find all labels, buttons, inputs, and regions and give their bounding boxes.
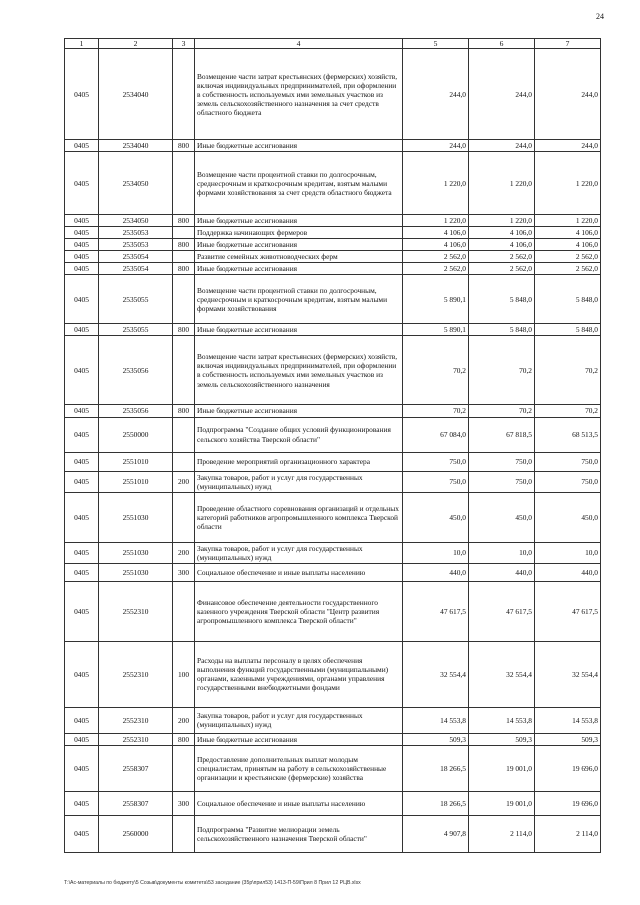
- amount-year-3-cell: 4 106,0: [535, 239, 601, 251]
- budget-table: [64, 38, 601, 853]
- amount-year-3-cell: 1 220,0: [535, 215, 601, 227]
- amount-year-1-cell: 10,0: [403, 542, 469, 563]
- description-cell: Иные бюджетные ассигнования: [195, 215, 403, 227]
- amount-year-3-cell: 450,0: [535, 492, 601, 542]
- expense-type-cell: [173, 49, 195, 140]
- section-code-cell: 0405: [65, 563, 99, 581]
- table-row: [65, 815, 601, 852]
- amount-year-2-cell: 450,0: [469, 492, 535, 542]
- amount-year-3-cell: 509,3: [535, 733, 601, 745]
- table-row: [65, 251, 601, 263]
- amount-year-3-cell: 244,0: [535, 49, 601, 140]
- amount-year-1-cell: 70,2: [403, 336, 469, 405]
- amount-year-1-cell: 18 266,5: [403, 791, 469, 815]
- section-code-cell: 0405: [65, 471, 99, 492]
- description-cell: Возмещение части затрат крестьянских (фермерских) хозяйств, включая индивидуальных предпринимателей, при оформлении в собственность используемых ими земельных участков из земель сельскохозяйственного назначения: [195, 336, 403, 405]
- amount-year-2-cell: 244,0: [469, 140, 535, 152]
- section-code-cell: 0405: [65, 251, 99, 263]
- amount-year-1-cell: 750,0: [403, 471, 469, 492]
- expense-type-cell: 800: [173, 140, 195, 152]
- section-code-cell: 0405: [65, 492, 99, 542]
- amount-year-1-cell: 18 266,5: [403, 745, 469, 791]
- amount-year-2-cell: 244,0: [469, 49, 535, 140]
- expense-type-cell: [173, 745, 195, 791]
- target-article-cell: 2552310: [99, 707, 173, 733]
- amount-year-2-cell: 2 562,0: [469, 263, 535, 275]
- table-row: [65, 263, 601, 275]
- amount-year-2-cell: 440,0: [469, 563, 535, 581]
- expense-type-cell: 100: [173, 641, 195, 707]
- table-row: [65, 227, 601, 239]
- amount-year-1-cell: 4 106,0: [403, 227, 469, 239]
- amount-year-1-cell: 1 220,0: [403, 152, 469, 215]
- target-article-cell: 2558307: [99, 791, 173, 815]
- header-col-2: 2: [99, 39, 173, 49]
- table-body: [65, 49, 601, 852]
- table-row: [65, 152, 601, 215]
- amount-year-3-cell: 19 696,0: [535, 745, 601, 791]
- section-code-cell: 0405: [65, 581, 99, 641]
- header-col-5: 5: [403, 39, 469, 49]
- expense-type-cell: 800: [173, 239, 195, 251]
- section-code-cell: 0405: [65, 417, 99, 452]
- amount-year-1-cell: 509,3: [403, 733, 469, 745]
- target-article-cell: 2550000: [99, 417, 173, 452]
- target-article-cell: 2535055: [99, 275, 173, 324]
- description-cell: Закупка товаров, работ и услуг для государственных (муниципальных) нужд: [195, 542, 403, 563]
- expense-type-cell: [173, 336, 195, 405]
- expense-type-cell: 800: [173, 405, 195, 417]
- amount-year-3-cell: 5 848,0: [535, 275, 601, 324]
- target-article-cell: 2551030: [99, 563, 173, 581]
- description-cell: Проведение областного соревнования организаций и отдельных категорий работников агропромышленного комплекса Тверской области: [195, 492, 403, 542]
- target-article-cell: 2551010: [99, 471, 173, 492]
- header-col-3: 3: [173, 39, 195, 49]
- expense-type-cell: [173, 152, 195, 215]
- amount-year-2-cell: 4 106,0: [469, 227, 535, 239]
- target-article-cell: 2534040: [99, 140, 173, 152]
- description-cell: Подпрограмма "Развитие мелиорации земель сельскохозяйственного назначения Тверской области": [195, 815, 403, 852]
- table-row: [65, 239, 601, 251]
- description-cell: Иные бюджетные ассигнования: [195, 733, 403, 745]
- amount-year-2-cell: 67 818,5: [469, 417, 535, 452]
- description-cell: Иные бюджетные ассигнования: [195, 324, 403, 336]
- table-row: [65, 492, 601, 542]
- table-row: [65, 542, 601, 563]
- section-code-cell: 0405: [65, 707, 99, 733]
- description-cell: Поддержка начинающих фермеров: [195, 227, 403, 239]
- amount-year-3-cell: 19 696,0: [535, 791, 601, 815]
- amount-year-2-cell: 1 220,0: [469, 215, 535, 227]
- amount-year-2-cell: 70,2: [469, 336, 535, 405]
- amount-year-3-cell: 750,0: [535, 471, 601, 492]
- expense-type-cell: [173, 452, 195, 471]
- expense-type-cell: [173, 492, 195, 542]
- description-cell: Возмещение части процентной ставки по долгосрочным, среднесрочным и краткосрочным кредитам, взятым малыми формами хозяйствования за счет средств областного бюджета: [195, 152, 403, 215]
- target-article-cell: 2558307: [99, 745, 173, 791]
- expense-type-cell: [173, 581, 195, 641]
- amount-year-1-cell: 14 553,8: [403, 707, 469, 733]
- description-cell: Закупка товаров, работ и услуг для государственных (муниципальных) нужд: [195, 471, 403, 492]
- section-code-cell: 0405: [65, 336, 99, 405]
- amount-year-1-cell: 47 617,5: [403, 581, 469, 641]
- amount-year-3-cell: 70,2: [535, 405, 601, 417]
- target-article-cell: 2552310: [99, 733, 173, 745]
- amount-year-3-cell: 2 114,0: [535, 815, 601, 852]
- header-col-6: 6: [469, 39, 535, 49]
- expense-type-cell: 300: [173, 791, 195, 815]
- amount-year-1-cell: 450,0: [403, 492, 469, 542]
- amount-year-1-cell: 5 890,1: [403, 324, 469, 336]
- amount-year-2-cell: 14 553,8: [469, 707, 535, 733]
- amount-year-3-cell: 68 513,5: [535, 417, 601, 452]
- amount-year-3-cell: 47 617,5: [535, 581, 601, 641]
- table-row: [65, 581, 601, 641]
- amount-year-1-cell: 2 562,0: [403, 263, 469, 275]
- amount-year-2-cell: 4 106,0: [469, 239, 535, 251]
- description-cell: Иные бюджетные ассигнования: [195, 405, 403, 417]
- target-article-cell: 2535055: [99, 324, 173, 336]
- amount-year-1-cell: 1 220,0: [403, 215, 469, 227]
- section-code-cell: 0405: [65, 542, 99, 563]
- target-article-cell: 2560000: [99, 815, 173, 852]
- amount-year-2-cell: 509,3: [469, 733, 535, 745]
- expense-type-cell: 200: [173, 471, 195, 492]
- expense-type-cell: 800: [173, 324, 195, 336]
- amount-year-2-cell: 5 848,0: [469, 275, 535, 324]
- table-row: [65, 791, 601, 815]
- description-cell: Возмещение части процентной ставки по долгосрочным, среднесрочным и краткосрочным кредитам, взятым малыми формами хозяйствования: [195, 275, 403, 324]
- amount-year-2-cell: 32 554,4: [469, 641, 535, 707]
- target-article-cell: 2534050: [99, 152, 173, 215]
- expense-type-cell: 800: [173, 733, 195, 745]
- section-code-cell: 0405: [65, 263, 99, 275]
- page-number: 24: [596, 12, 604, 21]
- amount-year-1-cell: 750,0: [403, 452, 469, 471]
- target-article-cell: 2535056: [99, 405, 173, 417]
- target-article-cell: 2535053: [99, 227, 173, 239]
- description-cell: Иные бюджетные ассигнования: [195, 263, 403, 275]
- target-article-cell: 2551010: [99, 452, 173, 471]
- amount-year-3-cell: 244,0: [535, 140, 601, 152]
- amount-year-2-cell: 5 848,0: [469, 324, 535, 336]
- amount-year-1-cell: 2 562,0: [403, 251, 469, 263]
- table-row: [65, 745, 601, 791]
- target-article-cell: 2535054: [99, 263, 173, 275]
- section-code-cell: 0405: [65, 215, 99, 227]
- expense-type-cell: [173, 275, 195, 324]
- amount-year-1-cell: 244,0: [403, 140, 469, 152]
- section-code-cell: 0405: [65, 324, 99, 336]
- header-col-7: 7: [535, 39, 601, 49]
- table-row: [65, 140, 601, 152]
- table-row: [65, 405, 601, 417]
- section-code-cell: 0405: [65, 239, 99, 251]
- table-row: [65, 641, 601, 707]
- amount-year-3-cell: 5 848,0: [535, 324, 601, 336]
- description-cell: Закупка товаров, работ и услуг для государственных (муниципальных) нужд: [195, 707, 403, 733]
- description-cell: Финансовое обеспечение деятельности государственного казенного учреждения Тверской области "Центр развития агропромышленного комплекса Тверской области": [195, 581, 403, 641]
- section-code-cell: 0405: [65, 641, 99, 707]
- target-article-cell: 2535056: [99, 336, 173, 405]
- table-row: [65, 336, 601, 405]
- amount-year-2-cell: 10,0: [469, 542, 535, 563]
- amount-year-2-cell: 19 001,0: [469, 745, 535, 791]
- amount-year-2-cell: 750,0: [469, 452, 535, 471]
- amount-year-3-cell: 2 562,0: [535, 263, 601, 275]
- section-code-cell: 0405: [65, 140, 99, 152]
- amount-year-2-cell: 2 114,0: [469, 815, 535, 852]
- table-row: [65, 215, 601, 227]
- target-article-cell: 2534050: [99, 215, 173, 227]
- amount-year-3-cell: 2 562,0: [535, 251, 601, 263]
- expense-type-cell: 800: [173, 263, 195, 275]
- expense-type-cell: 300: [173, 563, 195, 581]
- expense-type-cell: [173, 251, 195, 263]
- expense-type-cell: [173, 417, 195, 452]
- amount-year-3-cell: 14 553,8: [535, 707, 601, 733]
- section-code-cell: 0405: [65, 733, 99, 745]
- table-row: [65, 471, 601, 492]
- amount-year-1-cell: 5 890,1: [403, 275, 469, 324]
- table-header-row: [65, 39, 601, 49]
- table-row: [65, 417, 601, 452]
- description-cell: Иные бюджетные ассигнования: [195, 140, 403, 152]
- amount-year-1-cell: 67 084,0: [403, 417, 469, 452]
- table-row: [65, 324, 601, 336]
- amount-year-1-cell: 440,0: [403, 563, 469, 581]
- expense-type-cell: 800: [173, 215, 195, 227]
- section-code-cell: 0405: [65, 49, 99, 140]
- target-article-cell: 2535054: [99, 251, 173, 263]
- expense-type-cell: 200: [173, 542, 195, 563]
- section-code-cell: 0405: [65, 745, 99, 791]
- description-cell: Развитие семейных животноводческих ферм: [195, 251, 403, 263]
- amount-year-3-cell: 10,0: [535, 542, 601, 563]
- target-article-cell: 2535053: [99, 239, 173, 251]
- amount-year-1-cell: 244,0: [403, 49, 469, 140]
- target-article-cell: 2551030: [99, 492, 173, 542]
- expense-type-cell: [173, 815, 195, 852]
- table-row: [65, 275, 601, 324]
- amount-year-3-cell: 750,0: [535, 452, 601, 471]
- table-row: [65, 563, 601, 581]
- description-cell: Иные бюджетные ассигнования: [195, 239, 403, 251]
- expense-type-cell: 200: [173, 707, 195, 733]
- amount-year-3-cell: 1 220,0: [535, 152, 601, 215]
- description-cell: Предоставление дополнительных выплат молодым специалистам, принятым на работу в сельскохозяйственные организации и крестьянские (фермерские) хозяйства: [195, 745, 403, 791]
- file-path-footer: Т:\Ас-материалы по бюджету\5 Созыв\документы комитета\53 заседание (35р\прил53) 1413-П-59\Прил 8 Прил 12 РЦВ.xlsx: [64, 880, 361, 886]
- amount-year-2-cell: 70,2: [469, 405, 535, 417]
- expense-type-cell: [173, 227, 195, 239]
- amount-year-2-cell: 750,0: [469, 471, 535, 492]
- amount-year-3-cell: 70,2: [535, 336, 601, 405]
- amount-year-3-cell: 4 106,0: [535, 227, 601, 239]
- description-cell: Подпрограмма "Создание общих условий функционирования сельского хозяйства Тверской области": [195, 417, 403, 452]
- table-row: [65, 733, 601, 745]
- section-code-cell: 0405: [65, 452, 99, 471]
- table-row: [65, 707, 601, 733]
- table-row: [65, 452, 601, 471]
- description-cell: Социальное обеспечение и иные выплаты населению: [195, 563, 403, 581]
- section-code-cell: 0405: [65, 152, 99, 215]
- header-col-1: 1: [65, 39, 99, 49]
- table-row: [65, 49, 601, 140]
- amount-year-3-cell: 32 554,4: [535, 641, 601, 707]
- header-col-4: 4: [195, 39, 403, 49]
- target-article-cell: 2552310: [99, 581, 173, 641]
- description-cell: Расходы на выплаты персоналу в целях обеспечения выполнения функций государственными (муниципальными) органами, казенными учреждениями, органами управления государственными внебюджетными фондами: [195, 641, 403, 707]
- amount-year-2-cell: 47 617,5: [469, 581, 535, 641]
- description-cell: Возмещение части затрат крестьянских (фермерских) хозяйств, включая индивидуальных предпринимателей, при оформлении в собственность используемых ими земельных участков из земель сельскохозяйственного назначения за счет средств областного бюджета: [195, 49, 403, 140]
- amount-year-2-cell: 2 562,0: [469, 251, 535, 263]
- target-article-cell: 2551030: [99, 542, 173, 563]
- amount-year-2-cell: 19 001,0: [469, 791, 535, 815]
- section-code-cell: 0405: [65, 405, 99, 417]
- description-cell: Социальное обеспечение и иные выплаты населению: [195, 791, 403, 815]
- target-article-cell: 2552310: [99, 641, 173, 707]
- section-code-cell: 0405: [65, 275, 99, 324]
- description-cell: Проведение мероприятий организационного характера: [195, 452, 403, 471]
- amount-year-2-cell: 1 220,0: [469, 152, 535, 215]
- amount-year-1-cell: 4 907,8: [403, 815, 469, 852]
- section-code-cell: 0405: [65, 227, 99, 239]
- section-code-cell: 0405: [65, 791, 99, 815]
- section-code-cell: 0405: [65, 815, 99, 852]
- amount-year-3-cell: 440,0: [535, 563, 601, 581]
- amount-year-1-cell: 32 554,4: [403, 641, 469, 707]
- amount-year-1-cell: 4 106,0: [403, 239, 469, 251]
- amount-year-1-cell: 70,2: [403, 405, 469, 417]
- target-article-cell: 2534040: [99, 49, 173, 140]
